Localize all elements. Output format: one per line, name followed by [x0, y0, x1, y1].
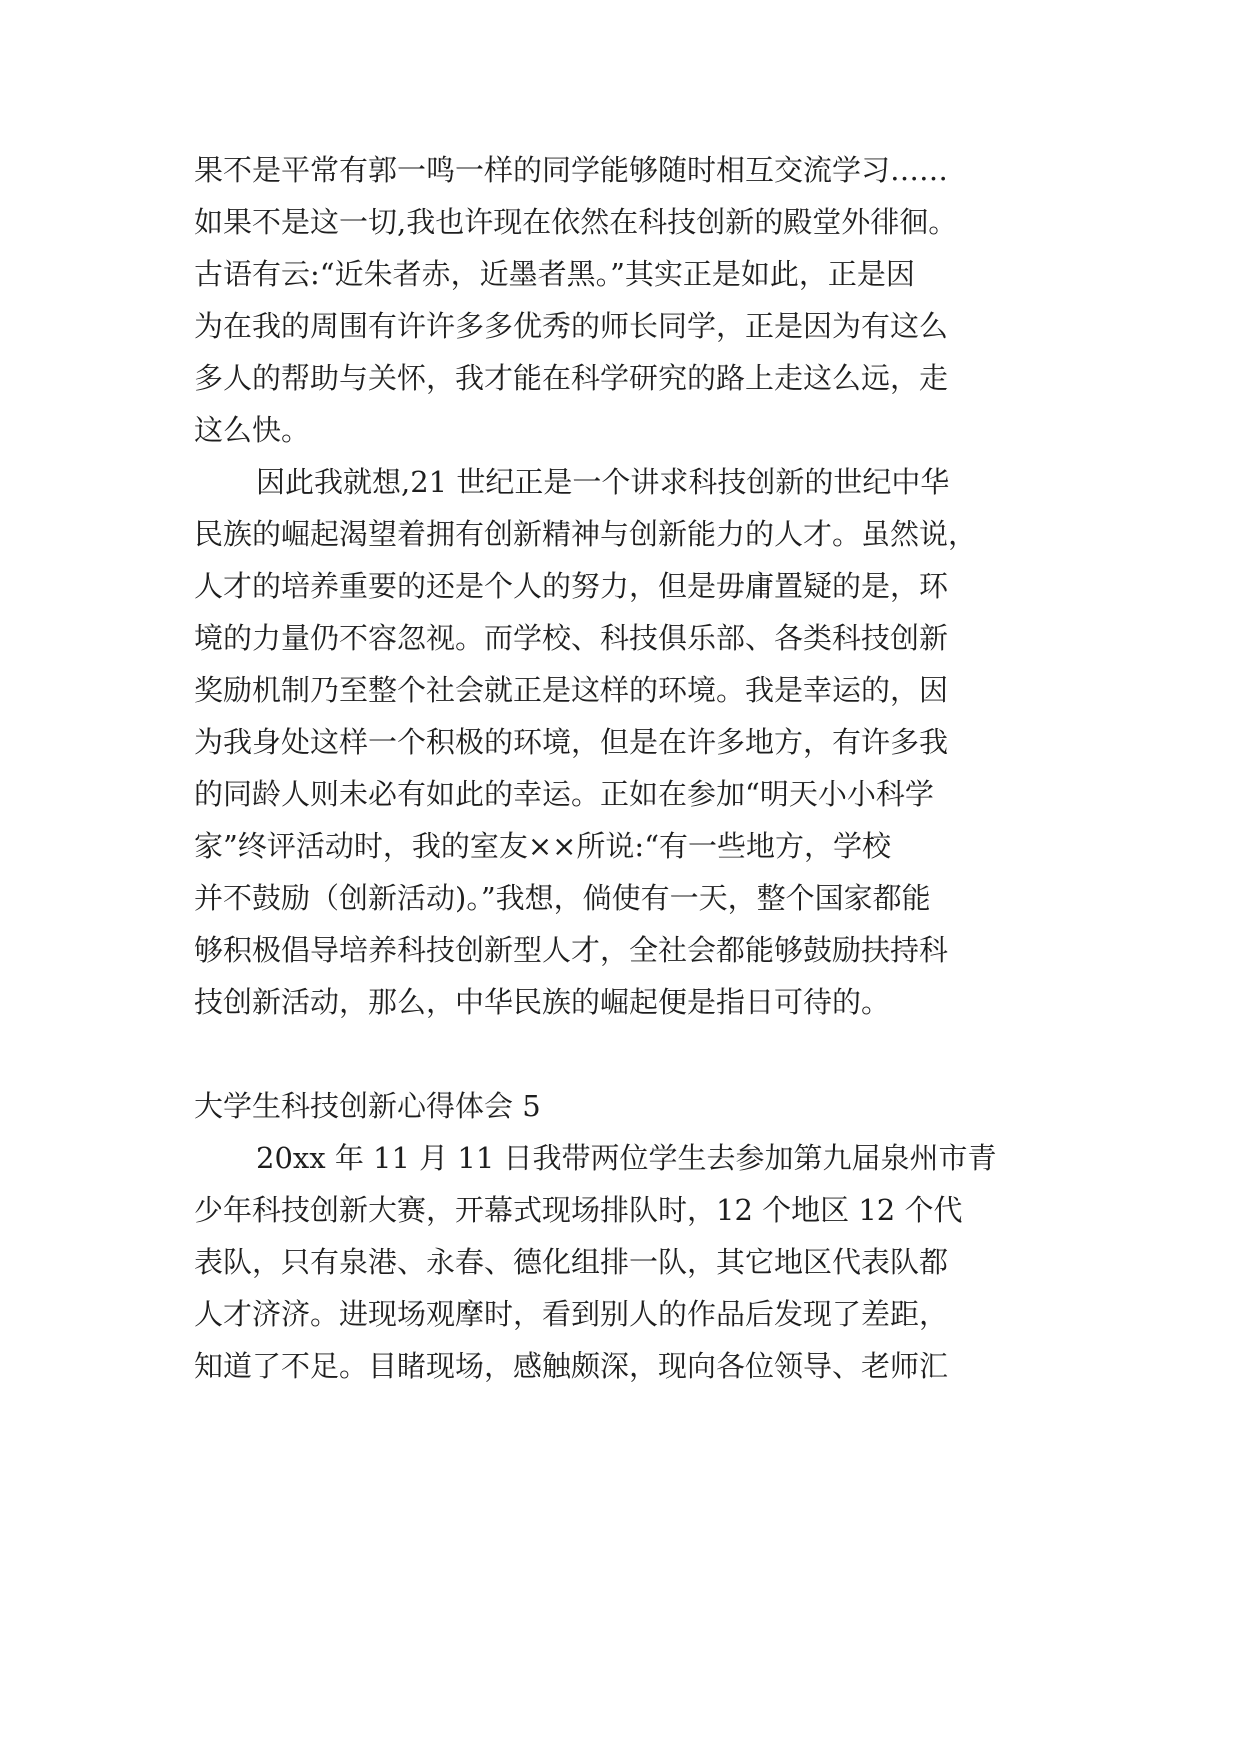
text-line: 家”终评活动时，我的室友××所说:“有一些地方，学校: [194, 829, 892, 863]
text-line: 多人的帮助与关怀，我才能在科学研究的路上走这么远，走: [194, 361, 949, 395]
text-line: 人才济济。进现场观摩时，看到别人的作品后发现了差距，: [194, 1297, 949, 1331]
text-line: 少年科技创新大赛，开幕式现场排队时，12 个地区 12 个代: [194, 1193, 963, 1227]
text-line: 民族的崛起渴望着拥有创新精神与创新能力的人才。虽然说，: [194, 517, 978, 551]
text-line: 为在我的周围有许许多多优秀的师长同学，正是因为有这么: [194, 309, 949, 343]
text-line: 够积极倡导培养科技创新型人才，全社会都能够鼓励扶持科: [194, 933, 949, 967]
text-line: 如果不是这一切,我也许现在依然在科技创新的殿堂外徘徊。: [194, 205, 958, 239]
text-line: 因此我就想,21 世纪正是一个讲求科技创新的世纪中华: [256, 465, 950, 499]
text-line: 为我身处这样一个积极的环境，但是在许多地方，有许多我: [194, 725, 949, 759]
text-line: 知道了不足。目睹现场，感触颇深，现向各位领导、老师汇: [194, 1349, 949, 1383]
text-line: 表队，只有泉港、永春、德化组排一队，其它地区代表队都: [194, 1245, 949, 1279]
text-line: 境的力量仍不容忽视。而学校、科技俱乐部、各类科技创新: [194, 621, 949, 655]
text-line: 人才的培养重要的还是个人的努力，但是毋庸置疑的是，环: [194, 569, 949, 603]
text-line: 的同龄人则未必有如此的幸运。正如在参加“明天小小科学: [194, 777, 934, 811]
text-line: 这么快。: [194, 413, 311, 447]
section-heading: 大学生科技创新心得体会 5: [194, 1089, 541, 1123]
text-line: 奖励机制乃至整个社会就正是这样的环境。我是幸运的，因: [194, 673, 949, 707]
text-line: 并不鼓励（创新活动)。”我想，倘使有一天，整个国家都能: [194, 881, 931, 915]
text-line: 20xx 年 11 月 11 日我带两位学生去参加第九届泉州市青: [256, 1141, 997, 1175]
text-line: 古语有云:“近朱者赤，近墨者黑。”其实正是如此，正是因: [194, 257, 915, 291]
text-line: 果不是平常有郭一鸣一样的同学能够随时相互交流学习……: [194, 153, 949, 187]
text-line: 技创新活动，那么，中华民族的崛起便是指日可待的。: [194, 985, 891, 1019]
